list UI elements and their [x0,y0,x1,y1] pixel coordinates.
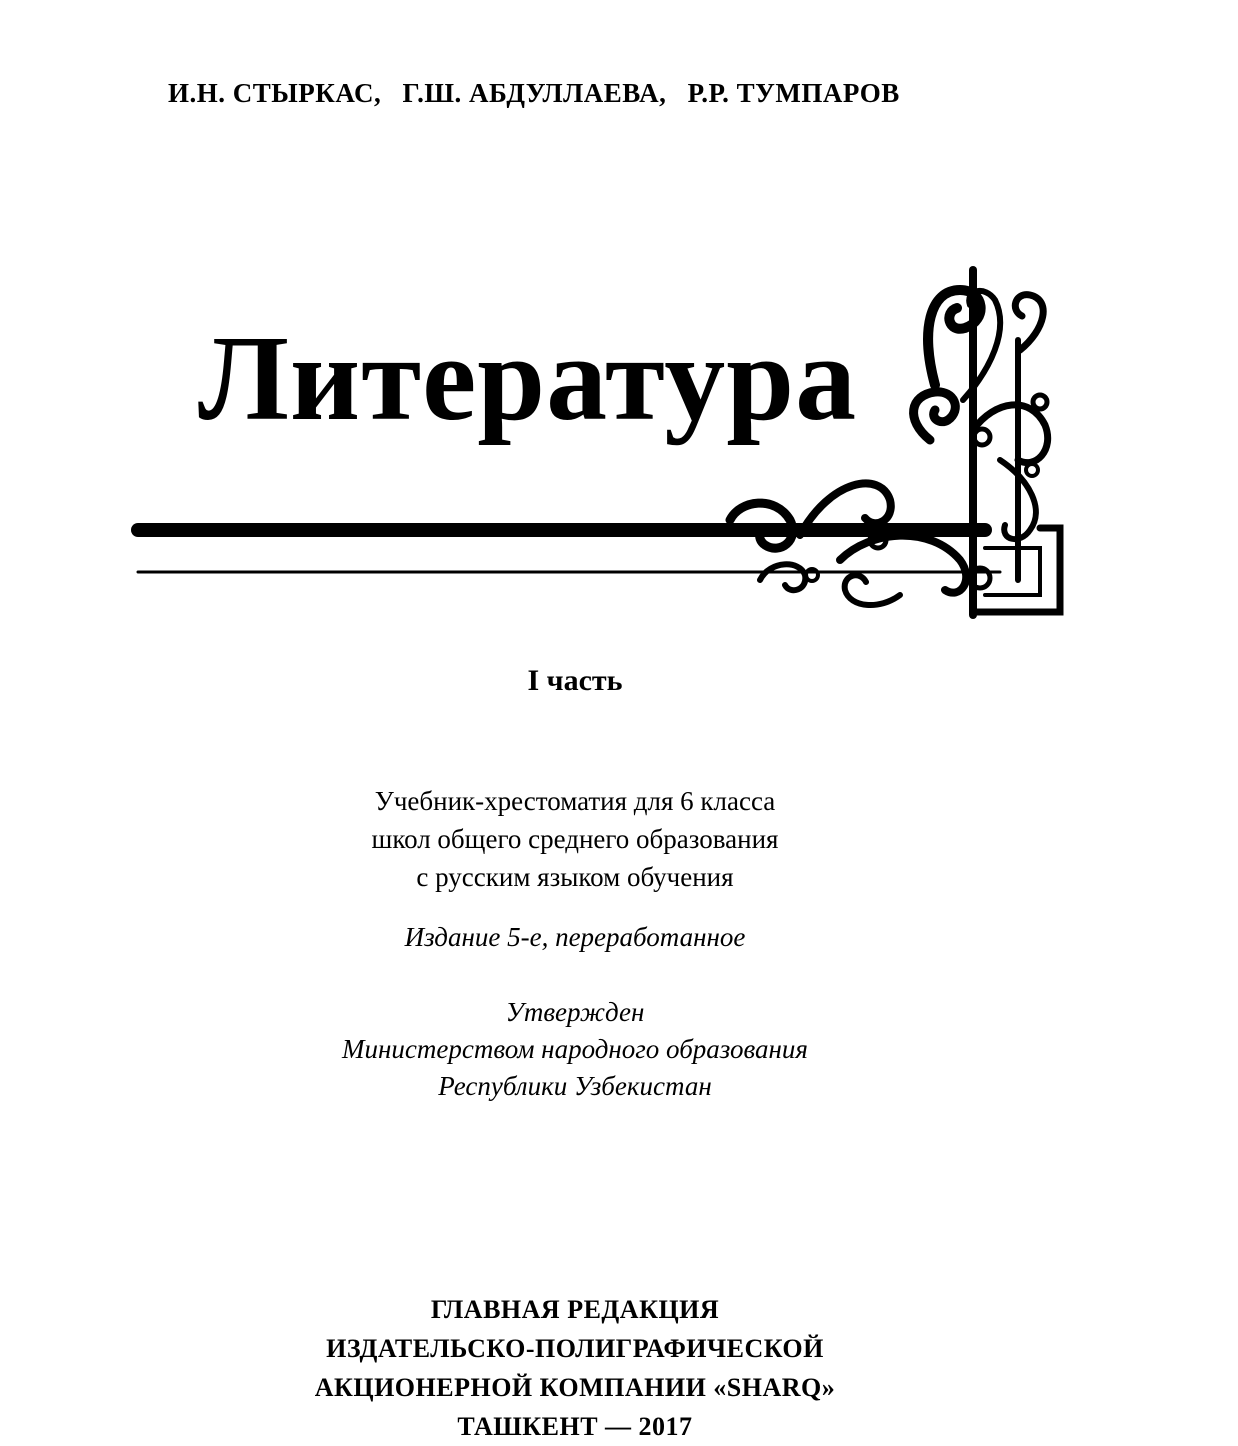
publisher-block [0,1290,1150,1446]
corner-bracket [975,528,1060,612]
authors-line [168,78,988,109]
publisher-line: ИЗДАТЕЛЬСКО-ПОЛИГРАФИЧЕСКОЙ [326,1334,824,1363]
subtitle-block [0,782,1150,896]
author-3: Р.Р. ТУМПАРОВ [687,78,900,108]
approval-line: Министерством народного образования [342,1034,808,1064]
subtitle-line: Учебник-хрестоматия для 6 класса [374,786,776,816]
subtitle-line: школ общего среднего образования [371,824,779,854]
approval-line: Республики Узбекистан [438,1071,712,1101]
publisher-line: АКЦИОНЕРНОЙ КОМПАНИИ «SHARQ» [314,1373,836,1402]
edition-note: Издание 5-е, переработанное [404,922,746,952]
part-label: I часть [527,664,623,697]
book-title: Литература [198,311,858,446]
author-2: Г.Ш. АБДУЛЛАЕВА, [402,78,667,108]
approval-line: Утвержден [505,997,645,1027]
author-1: И.Н. СТЫРКАС, [168,78,382,108]
publisher-line: ГЛАВНАЯ РЕДАКЦИЯ [430,1295,720,1324]
approval-block [0,994,1150,1105]
publisher-line: ТАШКЕНТ — 2017 [457,1412,693,1441]
subtitle-line: с русским языком обучения [416,862,734,892]
